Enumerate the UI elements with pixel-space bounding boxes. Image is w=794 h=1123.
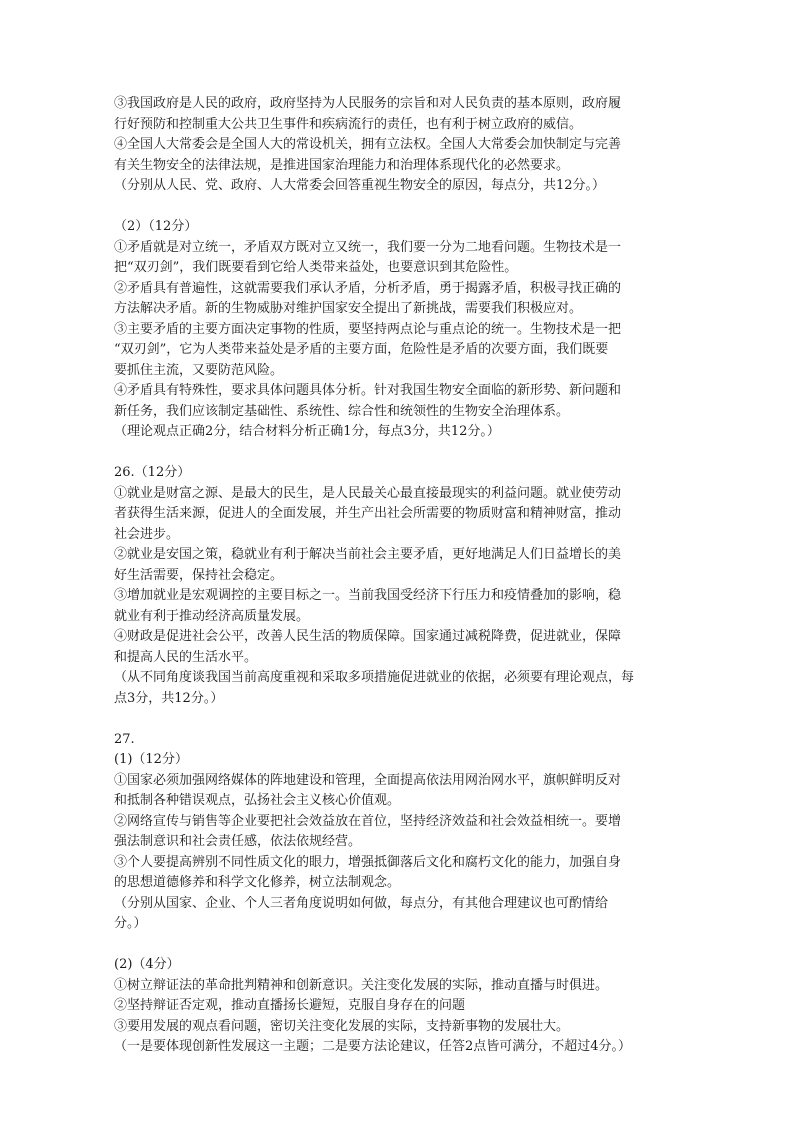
answer-section: [114, 730, 694, 935]
text-line: ③我国政府是人民的政府，政府坚持为人民服务的宗旨和对人民负责的基本原则，政府履: [114, 96, 622, 111]
answer-text: [114, 94, 694, 1058]
text-line: (2)（4分）: [114, 957, 180, 972]
text-line: 行好预防和控制重大公共卫生事件和疾病流行的责任，也有利于树立政府的威信。: [114, 116, 583, 132]
text-line: ①国家必须加强网络媒体的阵地建设和管理，全面提高依法用网治网水平，旗帜鲜明反对: [114, 772, 622, 788]
text-line: ②就业是安国之策，稳就业有利于解决当前社会主要矛盾，更好地满足人们日益增长的美: [114, 547, 622, 562]
text-line: 社会进步。: [114, 526, 180, 542]
text-line: 和提高人民的生活水平。: [114, 649, 258, 665]
text-line: 26.（12分）: [114, 465, 191, 480]
text-line: ③主要矛盾的主要方面决定事物的性质，要坚持两点论与重点论的统一。生物技术是一把: [114, 321, 622, 337]
answer-section: [114, 463, 694, 709]
text-line: （从不同角度谈我国当前高度重视和采取多项措施促进就业的依据，必须要有理论观点，每: [114, 670, 635, 685]
text-line: 好生活需要，保持社会稳定。: [114, 567, 284, 583]
text-line: （一是要体现创新性发展这一主题；二是要方法论建议，任答2点皆可满分，不超过4分。）: [114, 1039, 632, 1054]
text-line: ③增加就业是宏观调控的主要目标之一。当前我国受经济下行压力和疫情叠加的影响，稳: [114, 588, 622, 603]
answer-section: [114, 955, 694, 1058]
paragraph-gap: [114, 709, 694, 730]
text-line: ④矛盾具有特殊性，要求具体问题具体分析。针对我国生物安全面临的新形势、新问题和: [114, 383, 622, 398]
text-line: 方法解决矛盾。新的生物威胁对维护国家安全提出了新挑战，需要我们积极应对。: [114, 301, 583, 316]
answer-section: [114, 217, 694, 443]
text-line: 分。）: [114, 916, 147, 931]
text-line: ②坚持辩证否定观，推动直播扬长避短，克服自身存在的问题: [114, 998, 466, 1013]
text-line: 把“双刃剑”，我们既要看到它给人类带来益处，也要意识到其危险性。: [114, 260, 518, 275]
text-line: （分别从国家、企业、个人三者角度说明如何做，每点分，有其他合理建议也可酌情给: [114, 895, 609, 911]
text-line: （2）（12分）: [114, 219, 198, 234]
text-line: （理论观点正确2分，结合材料分析正确1分，每点3分，共12分。）: [114, 424, 500, 439]
text-line: 强法制意识和社会责任感，依法依规经营。: [114, 834, 362, 849]
text-line: ④财政是促进社会公平，改善人民生活的物质保障。国家通过减税降费，促进就业，保障: [114, 629, 622, 644]
text-line: 点3分，共12分。）: [114, 690, 224, 706]
text-line: (1)（12分）: [114, 752, 188, 767]
answer-section: [114, 94, 694, 197]
text-line: 新任务，我们应该制定基础性、系统性、综合性和统领性的生物安全治理体系。: [114, 403, 570, 419]
text-line: 有关生物安全的法律法规，是推进国家治理能力和治理体系现代化的必然要求。: [114, 157, 570, 173]
text-line: （分别从人民、党、政府、人大常委会回答重视生物安全的原因，每点分，共12分。）: [114, 178, 606, 193]
text-line: 的思想道德修养和科学文化修养，树立法制观念。: [114, 875, 401, 890]
text-line: ②矛盾具有普遍性，这就需要我们承认矛盾，分析矛盾，勇于揭露矛盾，积极寻找正确的: [114, 280, 622, 296]
text-line: 27.: [114, 731, 135, 747]
text-line: ①就业是财富之源、是最大的民生，是人民最关心最直接最现实的利益问题。就业使劳动: [114, 485, 622, 501]
text-line: 者获得生活来源，促进人的全面发展，并生产出社会所需要的物质财富和精神财富，推动: [114, 506, 622, 521]
text-line: ①树立辩证法的革命批判精神和创新意识。关注变化发展的实际，推动直播与时俱进。: [114, 977, 609, 993]
text-line: 要抓住主流，又要防范风险。: [114, 362, 284, 378]
text-line: ③个人要提高辨别不同性质文化的眼力，增强抵御落后文化和腐朽文化的能力，加强自身: [114, 854, 622, 870]
text-line: ①矛盾就是对立统一，矛盾双方既对立又统一，我们要一分为二地看问题。生物技术是一: [114, 239, 622, 255]
paragraph-gap: [114, 935, 694, 956]
text-line: 就业有利于推动经济高质量发展。: [114, 608, 310, 624]
text-line: “双刃剑”，它为人类带来益处是矛盾的主要方面，危险性是矛盾的次要方面，我们既要: [114, 342, 609, 357]
paragraph-gap: [114, 197, 694, 218]
text-line: ②网络宣传与销售等企业要把社会效益放在首位，坚持经济效益和社会效益相统一。要增: [114, 813, 622, 829]
text-line: ③要用发展的观点看问题，密切关注变化发展的实际，支持新事物的发展壮大。: [114, 1018, 570, 1034]
paragraph-gap: [114, 443, 694, 464]
text-line: ④全国人大常委会是全国人大的常设机关，拥有立法权。全国人大常委会加快制定与完善: [114, 137, 622, 152]
text-line: 和抵制各种错误观点，弘扬社会主义核心价值观。: [114, 793, 401, 808]
